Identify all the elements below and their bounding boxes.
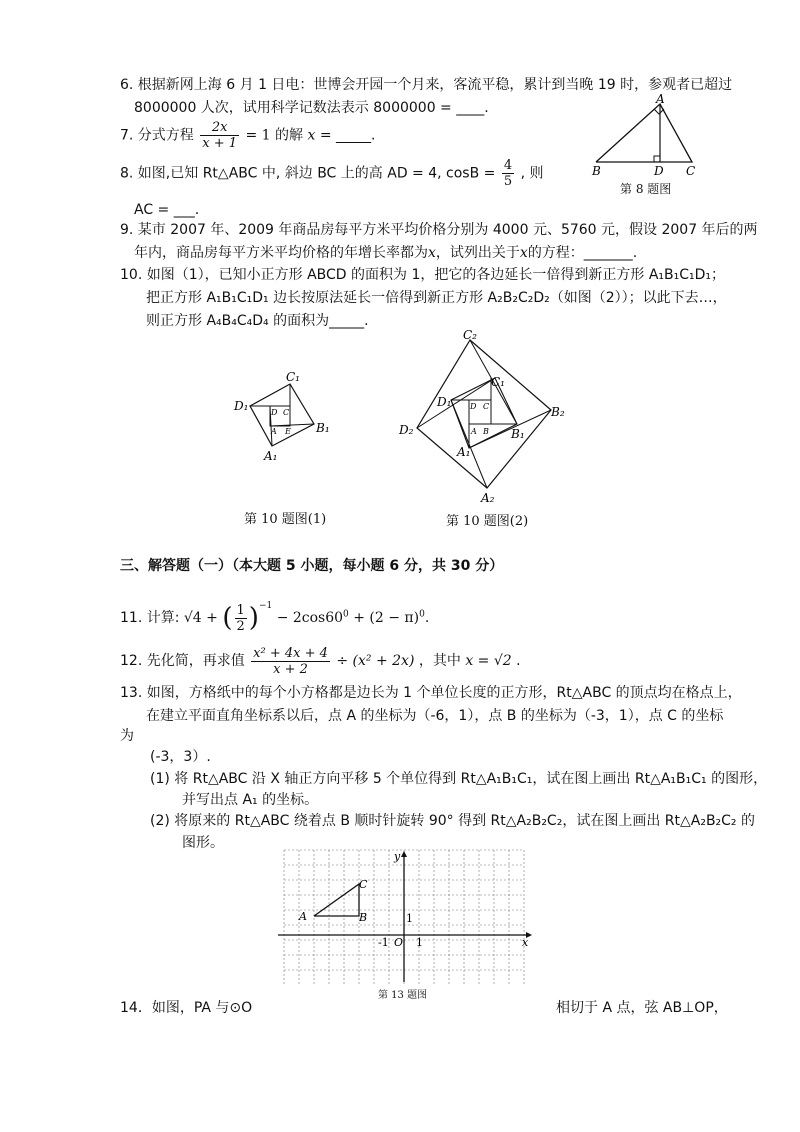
q12-mid: ÷ (x² + 2x) <box>336 653 415 669</box>
q13-sub1b: 并写出点 A₁ 的坐标。 <box>182 792 319 808</box>
fig10-1-label-E: E <box>285 427 291 436</box>
fig10-1-figure <box>228 366 338 466</box>
fig10-1-seg3 <box>270 424 314 426</box>
fig10-1-label-D: D <box>271 408 278 417</box>
q8-denominator: 5 <box>503 174 513 189</box>
fig8-label-B: B <box>592 164 601 178</box>
section3-note: （本大题 5 小题，每小题 6 分，共 30 分） <box>232 558 504 574</box>
q13-line4: (-3，3）. <box>150 749 211 765</box>
q9-line1: 9. 某市 2007 年、2009 年商品房每平方米平均价格分别为 4000 元、5760 元，假设 2007 年后的两 <box>120 222 758 238</box>
q7-numerator: 2x <box>200 120 239 136</box>
fig13-label-C: C <box>359 878 368 891</box>
fig10-2-label-D2: D₂ <box>399 423 414 437</box>
q11-half <box>235 603 247 634</box>
q6-line1: 6. 根据新网上海 6 月 1 日电：世博会开园一个月来，客流平稳，累计到当晚 19 时，参观者已超过 <box>120 77 733 93</box>
fig13-label-origin: O <box>394 936 404 949</box>
fig10-2-outer-square <box>417 340 551 488</box>
fig8-right-angle-D <box>654 156 660 162</box>
fig10-2-label-B2: B₂ <box>551 405 565 419</box>
fig10-2-caption: 第 10 题图(2) <box>446 514 529 529</box>
q9-line2a: 年内，商品房每平方米平均价格的年增长率都为 <box>134 245 428 261</box>
fig10-1-label-A1: A₁ <box>264 449 278 463</box>
q8-prefix: 8. 如图,已知 Rt△ABC 中, 斜边 BC 上的高 AD = 4, cosB = <box>120 165 496 182</box>
q11-half-den: 2 <box>236 618 245 634</box>
q9-line2c: 的方程：_______. <box>527 245 638 261</box>
section3-title: 三、解答题（一） <box>120 558 232 574</box>
fig10-2-mid-square <box>451 378 517 448</box>
q12-prefix: 12. 先化简，再求值 <box>120 653 245 669</box>
fig10-1-label-D1: D₁ <box>234 399 249 413</box>
q7-x: x <box>307 127 316 144</box>
q12-line <box>120 642 521 680</box>
fig8-label-D: D <box>654 164 664 178</box>
q9-line2b: ，试列出关于 <box>435 245 520 261</box>
q11-exp0: 0 <box>419 609 425 620</box>
fig10-2-label-C: C <box>483 402 490 411</box>
fig10-1-big-square <box>250 384 314 446</box>
q10-line3: 则正方形 A₄B₄C₄D₄ 的面积为_____. <box>146 313 369 329</box>
section3-heading <box>120 557 503 575</box>
fig13-label-one-x: 1 <box>416 936 423 949</box>
q7-fraction <box>200 120 239 151</box>
fig10-2-label-C1: C₁ <box>491 375 505 389</box>
q11-dot: . <box>424 610 430 626</box>
q8-numerator: 4 <box>503 158 513 173</box>
q14-right: 相切于 A 点，弦 AB⊥OP， <box>556 1000 728 1016</box>
fig13-triangle-ABC <box>314 884 359 916</box>
q7-eq: = 1 的解 <box>245 127 304 144</box>
fig10-2-label-A2: A₂ <box>481 491 495 505</box>
q12-numerator: x² + 4x + 4 <box>253 645 328 661</box>
fig10-1-label-C1: C₁ <box>286 370 300 384</box>
fig10-1-label-B1: B₁ <box>316 421 330 435</box>
fig10-2-label-A: A <box>471 427 477 436</box>
fig13-label-A: A <box>299 910 307 923</box>
q11-lparen: ( <box>222 603 233 633</box>
fig13-label-x: x <box>522 936 529 949</box>
q12-suffix: ，其中 <box>418 653 461 669</box>
q11-sqrt: √4 <box>183 610 202 626</box>
fig10-2-figure <box>395 330 575 510</box>
q12-xval: x = √2 <box>465 653 512 669</box>
fig10-2-seg2 <box>469 410 551 448</box>
fig10-2-label-B: B <box>483 427 489 436</box>
q8-line1 <box>120 158 543 194</box>
q10-line2: 把正方形 A₁B₁C₁D₁ 边长按原法延长一倍得到新正方形 A₂B₂C₂D₂（如图（2））；以此下去…， <box>146 290 727 306</box>
q12-fraction <box>251 646 330 677</box>
q11-rest: − 2cos60 <box>276 610 344 626</box>
fig13-label-one-y: 1 <box>406 912 413 925</box>
fig8-triangle <box>580 92 710 194</box>
q9-x: x <box>428 245 436 261</box>
q11-half-num: 1 <box>236 602 245 618</box>
fig10-2-label-B1: B₁ <box>511 427 525 441</box>
q13-line3: 为 <box>120 728 134 744</box>
fig8-label-A: A <box>656 92 665 106</box>
q11-plus1: + <box>206 610 218 626</box>
q12-end: . <box>516 653 521 669</box>
q14-left: 14．如图，PA 与⊙O <box>120 1000 253 1016</box>
fig13-caption: 第 13 题图 <box>378 990 428 1001</box>
fig10-2-label-A1: A₁ <box>457 445 471 459</box>
fig13-y-arrow <box>401 851 407 857</box>
fig13-label-y: y <box>394 850 401 863</box>
q7-prefix: 7. 分式方程 <box>120 127 194 144</box>
fig10-2-label-D: D <box>470 402 477 411</box>
q11-exp1: −1 <box>258 601 273 611</box>
q12-denominator: x + 2 <box>273 661 308 677</box>
fig10-2-label-C2: C₂ <box>463 330 477 342</box>
q9-x2: x <box>519 245 528 261</box>
q11-rparen: ) <box>248 603 259 633</box>
q8-suffix: , 则 <box>520 165 544 182</box>
fig10-1-label-C: C <box>283 408 290 417</box>
q13-line2: 在建立平面直角坐标系以后，点 A 的坐标为（-6，1），点 B 的坐标为（-3，1），点 C 的坐标 <box>146 708 724 724</box>
q13-line1: 13. 如图，方格纸中的每个小方格都是边长为 1 个单位长度的正方形，Rt△ABC 的顶点均在格点上， <box>120 685 742 701</box>
q8-fraction <box>502 158 514 189</box>
q13-sub1a: (1) 将 Rt△ABC 沿 X 轴正方向平移 5 个单位得到 Rt△A₁B₁C₁，试在图上画出 Rt△A₁B₁C₁ 的图形， <box>150 771 768 787</box>
q6-line2: 8000000 人次，试用科学记数法表示 8000000 = ____. <box>134 100 489 116</box>
fig10-2-label-D1: D₁ <box>437 395 452 409</box>
fig13-label-neg1: -1 <box>378 936 389 949</box>
q9-line2 <box>134 244 637 262</box>
q8-line2: AC = ___. <box>134 202 200 218</box>
q11-prefix: 11. 计算: <box>120 610 180 626</box>
q11-line <box>120 586 430 634</box>
fig8-label-C: C <box>686 164 696 178</box>
fig8-caption: 第 8 题图 <box>620 182 672 196</box>
q11-deg: 0 <box>343 609 349 620</box>
fig13-grid-figure <box>274 848 532 984</box>
fig8-triangle-outline <box>596 104 692 162</box>
fig10-1-label-A: A <box>271 427 277 436</box>
q13-sub2a: (2) 将原来的 Rt△ABC 绕着点 B 顺时针旋转 90° 得到 Rt△A₂B₂C₂，试在图上画出 Rt△A₂B₂C₂ 的 <box>150 813 755 829</box>
fig10-1-caption: 第 10 题图(1) <box>244 512 327 527</box>
q7-line <box>120 120 375 156</box>
fig13-label-B: B <box>359 911 368 924</box>
q7-suffix: = _____. <box>319 127 376 144</box>
q7-denominator: x + 1 <box>202 136 238 151</box>
q11-plus2: + (2 − π) <box>353 610 420 626</box>
q13-sub2b: 图形。 <box>182 835 224 851</box>
q10-line1: 10. 如图（1），已知小正方形 ABCD 的面积为 1，把它的各边延长一倍得到新正方形 A₁B₁C₁D₁； <box>120 267 726 283</box>
